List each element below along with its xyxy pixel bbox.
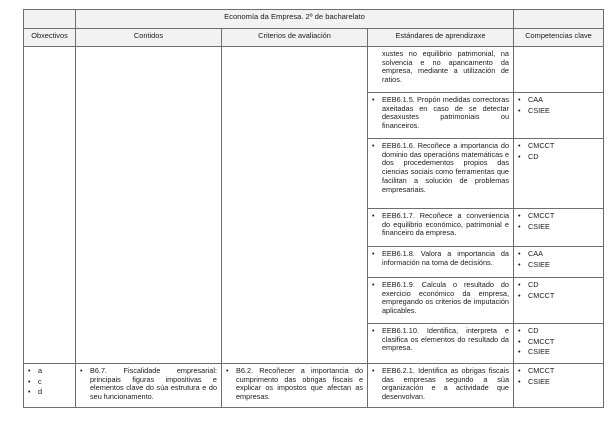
standard-text: • EEB6.1.10. Identifica, interpreta e clasifica os elementos do resultado da empresa. bbox=[372, 327, 509, 353]
obxectivo-item: • d bbox=[28, 388, 71, 397]
competencia-item: • CMCCT bbox=[518, 142, 599, 151]
standard-cell bbox=[368, 247, 514, 278]
header-estandares: Estándares de aprendizaxe bbox=[368, 29, 514, 47]
standard-text: • EEB6.2.1. Identifica as obrigas fiscais das empresas segundo a súa organización e a actividade que desenvolvan. bbox=[372, 367, 509, 402]
obxectivos-cell bbox=[24, 364, 76, 408]
header-contidos: Contidos bbox=[76, 29, 222, 47]
competencia-item: • CSIEE bbox=[518, 107, 599, 116]
competencia-item: • CD bbox=[518, 327, 599, 336]
competencia-item: • CD bbox=[518, 153, 599, 162]
title-corner-cell bbox=[24, 10, 76, 29]
competencia-item: • CMCCT bbox=[518, 338, 599, 347]
header-row bbox=[24, 29, 604, 47]
criterios-cell bbox=[222, 364, 368, 408]
standard-cell bbox=[368, 278, 514, 324]
competencias-cell bbox=[514, 364, 604, 408]
contido-text: • B6.7. Fiscalidade empresarial: principais figuras impositivas e elementos clave do súa estrutura e do seu funcionamento. bbox=[80, 367, 217, 402]
table-row bbox=[24, 364, 604, 408]
criterio-text: • B6.2. Recoñecer a importancia do cumprimento das obrigas fiscais e explicar os impostos que afectan as empresas. bbox=[226, 367, 363, 402]
competencia-item: • CAA bbox=[518, 250, 599, 259]
contidos-cell-empty bbox=[76, 47, 222, 364]
contidos-cell bbox=[76, 364, 222, 408]
competencias-cell bbox=[514, 47, 604, 93]
competencias-cell bbox=[514, 93, 604, 139]
competencia-item: • CMCCT bbox=[518, 212, 599, 221]
title-row bbox=[24, 10, 604, 29]
header-competencias: Competencias clave bbox=[514, 29, 604, 47]
obxectivo-item: • a bbox=[28, 367, 71, 376]
competencias-cell bbox=[514, 324, 604, 364]
competencia-item: • CD bbox=[518, 281, 599, 290]
criterios-cell-empty bbox=[222, 47, 368, 364]
standard-text: xustes no equilibrio patrimonial, na solvencia e no apancamento da empresa, mediante a utilización de ratios. bbox=[382, 49, 509, 85]
competencia-item: • CSIEE bbox=[518, 348, 599, 357]
standard-cell bbox=[368, 364, 514, 408]
title-right-cell bbox=[514, 10, 604, 29]
competencias-cell bbox=[514, 247, 604, 278]
standard-text: • EEB6.1.9. Calcula o resultado do exercicio económico da empresa, empregando os criterios de imputación aplicables. bbox=[372, 281, 509, 316]
competencia-item: • CSIEE bbox=[518, 223, 599, 232]
competencias-cell bbox=[514, 139, 604, 209]
standard-text: • EEB6.1.6. Recoñece a importancia do dominio das operacións matemáticas e dos procedementos propios das ciencias sociais como ferramentas que facilitan a solución de problemas empresariais. bbox=[372, 142, 509, 194]
table-row bbox=[24, 47, 604, 93]
curriculum-table bbox=[23, 9, 604, 408]
competencia-item: • CSIEE bbox=[518, 378, 599, 387]
obxectivo-item: • c bbox=[28, 378, 71, 387]
standard-text: • EEB6.1.8. Valora a importancia da información na toma de decisións. bbox=[372, 250, 509, 267]
competencia-item: • CSIEE bbox=[518, 261, 599, 270]
table-title: Economía da Empresa. 2º de bacharelato bbox=[76, 10, 514, 29]
competencias-cell bbox=[514, 209, 604, 247]
standard-text: • EEB6.1.7. Recoñece a conveniencia do equilibrio económico, patrimonial e financeiro da empresa. bbox=[372, 212, 509, 238]
standard-cell bbox=[368, 93, 514, 139]
header-criterios: Criterios de avaliación bbox=[222, 29, 368, 47]
competencia-item: • CMCCT bbox=[518, 292, 599, 301]
standard-cell bbox=[368, 47, 514, 93]
competencia-item: • CMCCT bbox=[518, 367, 599, 376]
standard-cell bbox=[368, 139, 514, 209]
competencia-item: • CAA bbox=[518, 96, 599, 105]
header-obxectivos: Obxectivos bbox=[24, 29, 76, 47]
standard-cell bbox=[368, 209, 514, 247]
standard-text: • EEB6.1.5. Propón medidas correctoras axeitadas en caso de se detectar desaxustes patrimoniais ou financeiros. bbox=[372, 96, 509, 131]
competencias-cell bbox=[514, 278, 604, 324]
obxectivos-cell-empty bbox=[24, 47, 76, 364]
standard-cell bbox=[368, 324, 514, 364]
